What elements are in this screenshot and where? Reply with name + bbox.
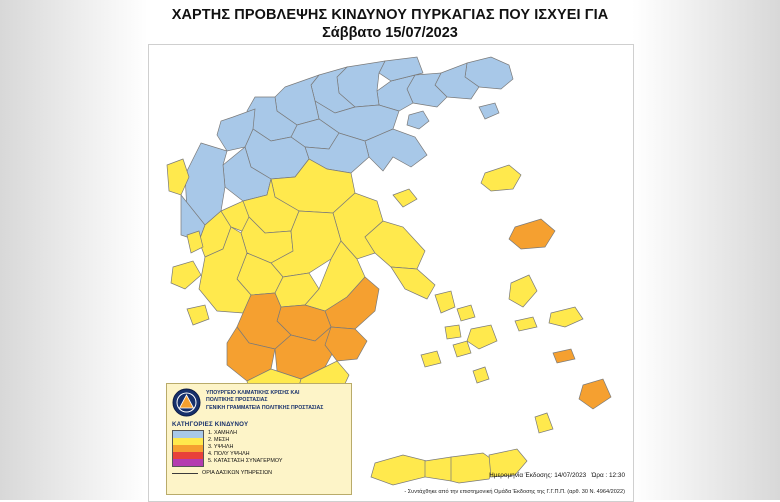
map-region-kyklades-santorini[interactable] <box>473 367 489 383</box>
legend-header <box>172 388 346 417</box>
left-page-shade <box>0 0 148 500</box>
issue-info <box>489 471 625 481</box>
map-region-kyklades-syros[interactable] <box>445 325 461 339</box>
boundary-label: ΟΡΙΑ ΔΑΣΙΚΩΝ ΥΠΗΡΕΣΙΩΝ <box>202 470 273 476</box>
map-frame[interactable] <box>148 44 634 502</box>
ministry-line-2: ΠΟΛΙΤΙΚΗΣ ΠΡΟΣΤΑΣΙΑΣ <box>206 397 268 404</box>
map-region-evia-south[interactable] <box>391 267 435 299</box>
map-region-ikaria[interactable] <box>515 317 537 331</box>
map-region-dodekanisa-kos[interactable] <box>553 349 575 363</box>
map-region-kyklades-paros[interactable] <box>453 341 471 357</box>
map-region-dodekanisa-rodos[interactable] <box>579 379 611 409</box>
legend-title: ΚΑΤΗΓΟΡΙΕΣ ΚΙΝΔΥΝΟΥ <box>172 421 249 428</box>
ministry-line-1: ΥΠΟΥΡΓΕΙΟ ΚΛΙΜΑΤΙΚΗΣ ΚΡΙΣΗΣ ΚΑΙ <box>206 390 300 396</box>
issue-note: - Συντάχθηκε από την επιστημονική Ομάδα Έκδοσης της Γ.Γ.Π.Π. (αρθ. 30 Ν. 4964/2022) <box>404 489 625 495</box>
risk-label-1: 1. ΧΑΜΗΛΗ <box>208 430 238 436</box>
map-region-limnos[interactable] <box>481 165 521 191</box>
title-line-1: ΧΑΡΤΗΣ ΠΡΟΒΛΕΨΗΣ ΚΙΝΔΥΝΟΥ ΠΥΡΚΑΓΙΑΣ ΠΟΥ ΙΣΧΥΕΙ ΓΙΑ <box>171 7 609 23</box>
map-region-samos[interactable] <box>549 307 583 327</box>
issue-date-value: 14/07/2023 <box>554 472 587 479</box>
risk-category-labels <box>208 430 283 465</box>
risk-label-5: 5. ΚΑΤΑΣΤΑΣΗ ΣΥΝΑΓΕΡΜΟΥ <box>208 458 283 464</box>
risk-color-bars <box>172 430 204 467</box>
risk-label-3: 3. ΥΨΗΛΗ <box>208 444 234 450</box>
map-region-kriti-chania[interactable] <box>371 455 427 485</box>
risk-color-bar-4 <box>173 452 203 459</box>
boundary-line-sample <box>172 473 198 474</box>
civil-protection-emblem-icon <box>172 388 201 417</box>
right-page-shade <box>632 0 780 500</box>
map-region-samothraki[interactable] <box>479 103 499 119</box>
map-region-lesvos[interactable] <box>509 219 555 249</box>
map-region-thasos[interactable] <box>407 111 429 129</box>
map-region-zakynthos[interactable] <box>187 305 209 325</box>
map-region-kyklades-tinos[interactable] <box>457 305 475 321</box>
forest-service-boundary-legend <box>172 470 346 476</box>
risk-color-bar-1 <box>173 431 203 438</box>
map-region-dodekanisa-karpathos[interactable] <box>535 413 553 433</box>
map-region-chios[interactable] <box>509 275 537 307</box>
map-region-kyklades-naxos[interactable] <box>467 325 497 349</box>
risk-color-bar-3 <box>173 445 203 452</box>
map-region-kefalonia[interactable] <box>171 261 201 289</box>
map-region-kyklades-andros[interactable] <box>435 291 455 313</box>
risk-color-bar-2 <box>173 438 203 445</box>
page-title <box>0 6 780 42</box>
issue-date-label: Ημερομηνία Έκδοσης: <box>489 472 553 479</box>
issue-time-label: Ώρα : <box>591 472 608 479</box>
risk-label-2: 2. ΜΕΣΗ <box>208 437 230 443</box>
issue-time-value: 12:30 <box>609 472 625 479</box>
risk-color-bar-5 <box>173 459 203 466</box>
title-line-2: Σάββατο 15/07/2023 <box>322 25 458 41</box>
risk-label-4: 4. ΠΟΛΥ ΥΨΗΛΗ <box>208 451 250 457</box>
map-region-sporades[interactable] <box>393 189 417 207</box>
legend-panel <box>166 383 352 495</box>
map-region-kyklades-milos[interactable] <box>421 351 441 367</box>
risk-scale <box>172 430 346 467</box>
ministry-line-3: ΓΕΝΙΚΗ ΓΡΑΜΜΑΤΕΙΑ ΠΟΛΙΤΙΚΗΣ ΠΡΟΣΤΑΣΙΑΣ <box>206 404 324 411</box>
ministry-text <box>206 388 323 412</box>
